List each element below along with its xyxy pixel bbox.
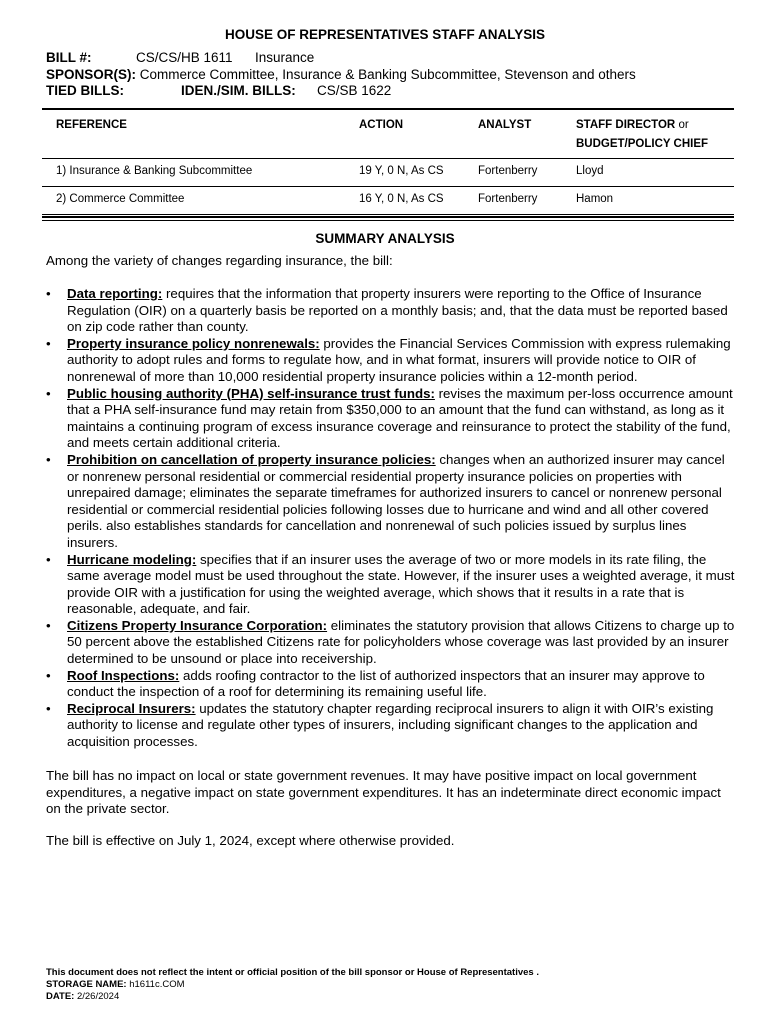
- bullet-text: updates the statutory chapter regarding reciprocal insurers to align it with OIR’s existing authority to license and regulate other types of insurers, including significant changes to the application and acquisition processes.: [67, 700, 714, 750]
- bottom-rule: [42, 216, 734, 218]
- list-item: [46, 452, 736, 552]
- bullet-text: requires that the information that property insurers were reporting to the Office of Insurance Regulation (OIR) on a quarterly basis be reported on a monthly basis; and, that the data must be reported based on zip code rather than county.: [67, 286, 728, 335]
- list-item: [46, 618, 736, 668]
- bill-number: CS/CS/HB 1611: [136, 50, 233, 65]
- fiscal-impact-paragraph: The bill has no impact on local or state government revenues. It may have positive impact on local government expenditures, a negative impact on state government expenditures. It has an indeterminate direct economic impact on the private sector.: [46, 768, 721, 817]
- list-item: [46, 386, 736, 452]
- row-director: Hamon: [576, 193, 614, 205]
- summary-intro: Among the variety of changes regarding insurance, the bill:: [46, 253, 393, 268]
- header-director-sub: BUDGET/POLICY CHIEF: [576, 138, 709, 150]
- bullet-term: Roof Inspections:: [67, 667, 180, 683]
- bullet-text: eliminates the statutory provision that allows Citizens to charge up to 50 percent above the established Citizens rate for policyholders whose coverage was last provided by an insurer determined to be unsound or place into receivership.: [67, 617, 735, 667]
- list-item: [46, 552, 736, 618]
- table-row: [42, 187, 734, 215]
- bill-label: BILL #:: [46, 50, 92, 65]
- sponsor-line: [46, 67, 636, 84]
- header-director-label: STAFF DIRECTOR: [576, 119, 676, 131]
- row-action: 16 Y, 0 N, As CS: [359, 193, 444, 205]
- summary-title: SUMMARY ANALYSIS: [315, 231, 455, 246]
- row-action: 19 Y, 0 N, As CS: [359, 165, 444, 177]
- row-reference: 1) Insurance & Banking Subcommittee: [56, 165, 253, 177]
- date-value: 2/26/2024: [76, 991, 120, 1002]
- row-reference: 2) Commerce Committee: [56, 193, 185, 205]
- bullet-term: Prohibition on cancellation of property insurance policies:: [67, 451, 436, 467]
- bottom-rule-thin: [42, 220, 734, 221]
- bullet-term: Property insurance policy nonrenewals:: [67, 335, 320, 351]
- header-reference: REFERENCE: [56, 119, 127, 131]
- bill-line: [46, 50, 315, 67]
- bullet-term: Data reporting:: [67, 286, 163, 301]
- bullet-text: changes when an authorized insurer may cancel or nonrenew personal residential or commercial residential property insurance policies on properties with unrepaired damage; eliminates the separate timeframes for authorized insurers to cancel or nonrenew personal residential or commercial residential policies following losses due to hurricane and wind and all other covered perils. also establishes standards for cancellation and nonrenewal of such policies issued by surplus lines insurers.: [67, 451, 725, 550]
- iden-value: CS/SB 1622: [317, 83, 392, 98]
- list-item: [46, 701, 736, 751]
- header-action: ACTION: [359, 119, 404, 131]
- storage-name-value: h1611c.COM: [129, 979, 185, 990]
- list-item: [46, 668, 736, 701]
- bullet-term: Hurricane modeling:: [67, 551, 197, 567]
- bullet-text: provides the Financial Services Commission with express rulemaking authority to adopt rules and forms to regulate how, and in what format, insurers will provide notice to OIR of nonrenewal of more than 10,000 residential property insurance policies within a 12-month period.: [67, 335, 731, 384]
- bullet-text: specifies that if an insurer uses the average of two or more models in its rate filing, the same average model must be used throughout the state. However, if the insurer uses a weighted average, it must provide OIR with a justification for using the weighted average, which shows that it results in a rate that is reasonable, adequate, and fair.: [67, 551, 735, 617]
- footer-disclaimer: This document does not reflect the intent or official position of the bill sponsor or House of Representatives .: [46, 967, 539, 978]
- row-analyst: Fortenberry: [478, 193, 538, 205]
- document-title: HOUSE OF REPRESENTATIVES STAFF ANALYSIS: [224, 27, 546, 42]
- date-label: DATE:: [46, 991, 75, 1002]
- tied-bills-label: TIED BILLS:: [46, 83, 124, 98]
- header-director-or: or: [678, 119, 689, 131]
- bullet-term: Citizens Property Insurance Corporation:: [67, 617, 328, 633]
- effective-date-paragraph: The bill is effective on July 1, 2024, except where otherwise provided.: [46, 833, 455, 848]
- list-item: [46, 286, 736, 336]
- header-analyst: ANALYST: [478, 119, 532, 131]
- bullet-term: Reciprocal Insurers:: [67, 700, 196, 716]
- reference-table-header: [42, 112, 734, 159]
- storage-name-label: STORAGE NAME:: [46, 979, 127, 990]
- bullet-term: Public housing authority (PHA) self-insurance trust funds:: [67, 385, 435, 401]
- header-director: [576, 119, 689, 131]
- top-rule: [42, 108, 734, 110]
- sponsor-list: Commerce Committee, Insurance & Banking Subcommittee, Stevenson and others: [139, 67, 636, 82]
- bullet-text: adds roofing contractor to the list of authorized inspectors that an insurer may approve to conduct the inspection of a roof for determining its remaining useful life.: [67, 667, 705, 700]
- list-item: [46, 336, 736, 386]
- reference-table: [42, 112, 734, 215]
- bullet-text: revises the maximum per-loss occurrence amount that a PHA self-insurance fund may retain from $350,000 to an amount that the fund can withstand, as long as it maintains a continuing program of excess insurance coverage and reinsurance to protect the stability of the fund, and meets certain additional criteria.: [67, 385, 733, 451]
- iden-label: IDEN./SIM. BILLS:: [181, 83, 296, 98]
- row-analyst: Fortenberry: [478, 165, 538, 177]
- summary-bullet-list: [46, 286, 736, 751]
- sponsor-label: SPONSOR(S):: [46, 67, 137, 82]
- table-row: [42, 159, 734, 187]
- bill-subject: Insurance: [255, 50, 315, 65]
- row-director: Lloyd: [576, 165, 604, 177]
- document-footer: [46, 967, 539, 1003]
- tied-bills-line: [46, 83, 646, 100]
